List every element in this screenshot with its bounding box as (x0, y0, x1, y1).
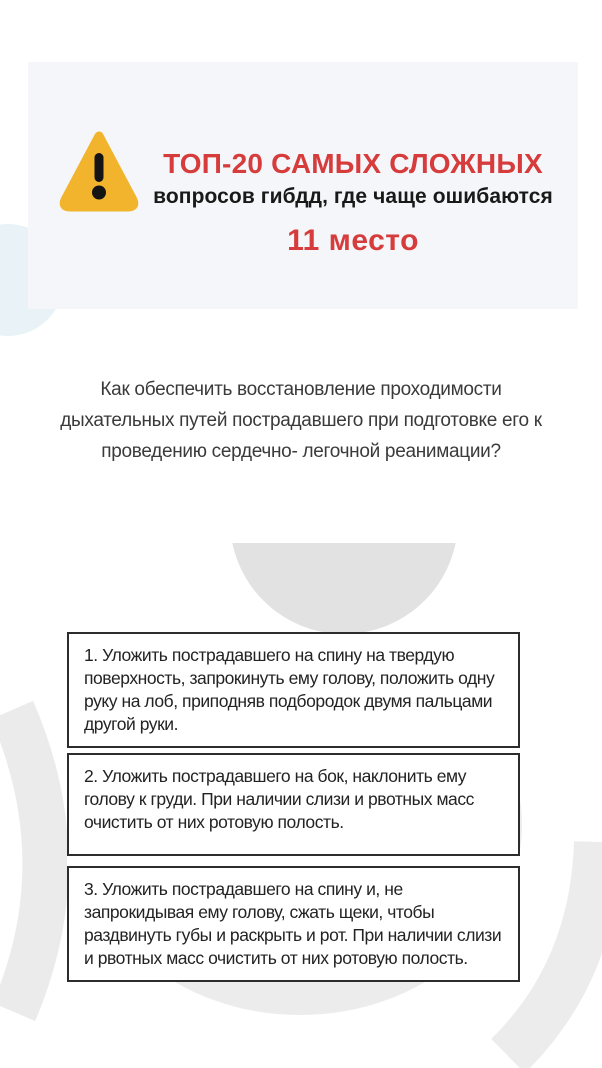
header-card (28, 62, 578, 309)
header-titles (146, 128, 560, 258)
answer-text-1: 1. Уложить пострадавшего на спину на твердую поверхность, запрокинуть ему голову, положить одну руку на лоб, приподняв подбородок двумя пальцами другой руки. (84, 645, 495, 734)
warning-triangle-icon (58, 128, 140, 216)
header-title: ТОП-20 САМЫХ СЛОЖНЫХ (163, 148, 543, 179)
answer-option-2[interactable] (67, 753, 520, 856)
question-text: Как обеспечить восстановление проходимости дыхательных путей пострадавшего при подготовке его к проведению сердечно- легочной реанимации? (60, 379, 542, 462)
answer-option-3[interactable] (67, 866, 520, 982)
answer-option-1[interactable] (67, 632, 520, 748)
header-row (58, 128, 560, 258)
answer-text-2: 2. Уложить пострадавшего на бок, наклонить ему голову к груди. При наличии слизи и рвотных масс очистить от них ротовую полость. (84, 766, 474, 832)
header-subtitle: вопросов гибдд, где чаще ошибаются (153, 185, 553, 208)
answer-text-3: 3. Уложить пострадавшего на спину и, не запрокидывая ему голову, сжать щеки, чтобы раздвинуть губы и раскрыть и рот. При наличии слизи и рвотных масс очистить от них ротовую полость. (84, 879, 502, 968)
watermark-left-arc (12, 710, 46, 1012)
place-label: 11 место (287, 224, 419, 257)
watermark-right-arc (508, 842, 598, 1056)
answers-list (67, 632, 520, 982)
